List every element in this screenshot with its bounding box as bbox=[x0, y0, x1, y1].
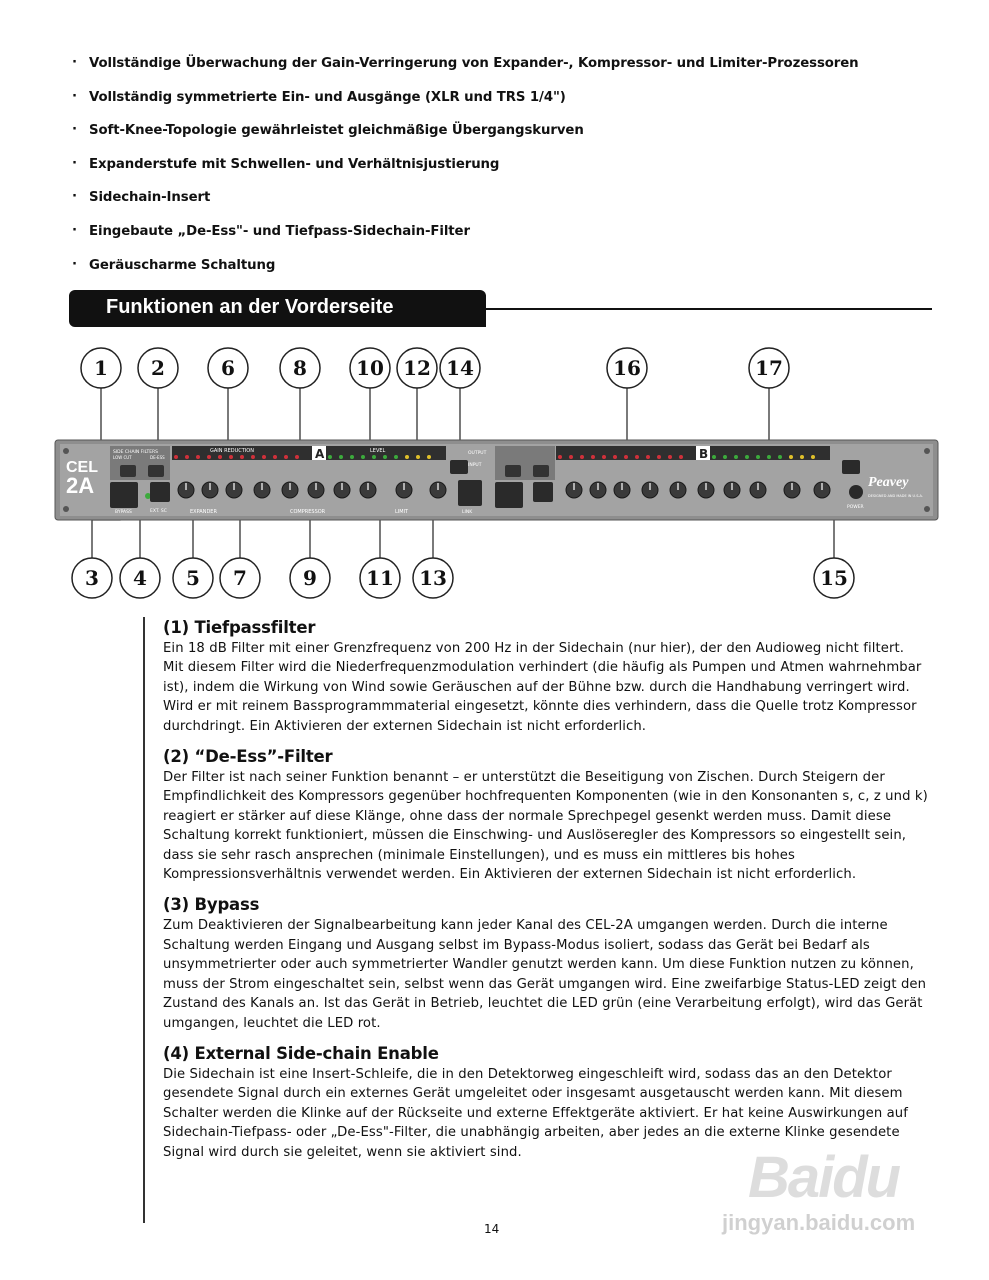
level-label: LEVEL bbox=[370, 448, 386, 454]
channel-b-letter: B bbox=[699, 447, 709, 461]
section-tiefpassfilter bbox=[163, 618, 928, 736]
meter-led bbox=[361, 455, 365, 459]
meter-led bbox=[712, 455, 716, 459]
meter-led bbox=[383, 455, 387, 459]
expander-label: EXPANDER bbox=[190, 509, 217, 515]
low-cut-label: LOW CUT bbox=[113, 455, 132, 460]
output-input-switch-b[interactable] bbox=[842, 460, 860, 474]
meter-led bbox=[558, 455, 562, 459]
watermark-url: jingyan.baidu.com bbox=[722, 1210, 916, 1235]
model-name-top: CEL bbox=[66, 459, 98, 476]
meter-led bbox=[602, 455, 606, 459]
meter-led bbox=[372, 455, 376, 459]
meter-led bbox=[657, 455, 661, 459]
limit-label: LIMIT bbox=[395, 509, 409, 515]
feature-item: · Sidechain-Insert bbox=[72, 190, 952, 224]
meter-led bbox=[591, 455, 595, 459]
ext-sc-label: EXT. SC bbox=[150, 509, 167, 514]
callout-number: 2 bbox=[151, 356, 165, 380]
content bbox=[163, 618, 928, 1173]
page-number: 14 bbox=[484, 1222, 500, 1236]
feature-item: · Expanderstufe mit Schwellen- und Verhältnisjustierung bbox=[72, 157, 952, 191]
input-label: INPUT bbox=[468, 463, 482, 468]
section-body: Die Sidechain ist eine Insert-Schleife, die in den Detektorweg eingeschleift wird, sodass das an den Detektor gesendete Signal durch ein externes Gerät umgeleitet oder insgesamt ausgetauscht werden kann. Mit diesem Schalter werden die Klinke auf der Rückseite und externe Effektgeräte aktiviert. Er hat keine Auswirkungen auf Sidechain-Tiefpass- oder „De-Ess"-Filter, die unabhängig arbeiten, aber jedes an die externe Klinke gesendete Signal wird durch sie geleitet, wenn sie aktiviert sind. bbox=[163, 1066, 908, 1160]
meter-led bbox=[240, 455, 244, 459]
section-heading: (3) Bypass bbox=[163, 895, 260, 915]
watermark-logo: Baidu bbox=[748, 1145, 900, 1210]
callout-number: 16 bbox=[613, 356, 641, 380]
model-name-bottom: 2A bbox=[66, 473, 95, 498]
meter-led bbox=[811, 455, 815, 459]
meter-led bbox=[405, 455, 409, 459]
meter-led bbox=[580, 455, 584, 459]
link-label: LINK bbox=[462, 510, 473, 515]
bypass-label: BYPASS bbox=[115, 510, 132, 515]
rack-screw bbox=[63, 448, 69, 454]
meter-led bbox=[251, 455, 255, 459]
feature-item: · Geräuscharme Schaltung bbox=[72, 258, 952, 292]
meter-led bbox=[767, 455, 771, 459]
rack-screw bbox=[63, 506, 69, 512]
power-switch[interactable] bbox=[849, 485, 863, 499]
designed-label: DESIGNED AND MADE IN U.S.A. bbox=[868, 494, 923, 498]
callout-number: 6 bbox=[221, 356, 235, 380]
meter-led bbox=[778, 455, 782, 459]
meter-led bbox=[229, 455, 233, 459]
meter-led bbox=[185, 455, 189, 459]
callout-number: 8 bbox=[293, 356, 307, 380]
link-button[interactable] bbox=[458, 480, 482, 506]
section-heading: (1) Tiefpassfilter bbox=[163, 618, 316, 637]
callout-number: 15 bbox=[820, 566, 848, 590]
meter-led bbox=[613, 455, 617, 459]
compressor-label: COMPRESSOR bbox=[290, 509, 326, 515]
callout-number: 7 bbox=[233, 566, 247, 590]
callout-number: 3 bbox=[85, 566, 99, 590]
brand-logo: Peavey bbox=[868, 475, 909, 490]
callout-number: 12 bbox=[403, 356, 431, 380]
low-cut-button-b[interactable] bbox=[505, 465, 521, 477]
feature-item: · Vollständige Überwachung der Gain-Verringerung von Expander-, Kompressor- und Limiter-Prozessoren bbox=[72, 56, 952, 90]
callout-number: 1 bbox=[94, 356, 108, 380]
front-panel-diagram bbox=[0, 330, 989, 610]
feature-item: · Eingebaute „De-Ess"- und Tiefpass-Sidechain-Filter bbox=[72, 224, 952, 258]
section-de-ess bbox=[163, 747, 928, 884]
meter-led bbox=[207, 455, 211, 459]
callout-number: 5 bbox=[186, 566, 200, 590]
feature-item: · Vollständig symmetrierte Ein- und Ausgänge (XLR und TRS 1/4") bbox=[72, 90, 952, 124]
section-body: Der Filter ist nach seiner Funktion benannt – er unterstützt die Beseitigung von Zischen. Durch Steigern der Empfindlichkeit des Kompressors gegenüber hochfrequenten Komponenten (wie in den Konsonanten s, c, z und k) reagiert er stärker auf diese Klänge, ohne dass der normale Sprechpegel gesenkt werden muss. Damit diese Schaltung korrekt funktioniert, müssen die Einschwing- und Auslöseregler des Kompressors so eingestellt sein, dass sie sehr rasch ansprechen (minimale Einstellungen), und es muss ein mittleres bis hohes Kompressionsverhältnis verwendet werden. Ein Aktivieren der externen Sidechain ist nicht erforderlich. bbox=[163, 770, 928, 883]
output-input-switch[interactable] bbox=[450, 460, 468, 474]
meter-led bbox=[723, 455, 727, 459]
callout-number: 17 bbox=[755, 356, 783, 380]
feature-list bbox=[72, 56, 952, 291]
gain-reduction-label: GAIN REDUCTION bbox=[210, 448, 254, 454]
section-heading: (2) “De-Ess”-Filter bbox=[163, 747, 333, 767]
de-ess-button[interactable] bbox=[148, 465, 164, 477]
section-heading: (4) External Side-chain Enable bbox=[163, 1043, 439, 1063]
section-rule bbox=[486, 308, 932, 310]
meter-led bbox=[328, 455, 332, 459]
meter-led bbox=[339, 455, 343, 459]
sidechain-filters-label: SIDE CHAIN FILTERS bbox=[113, 450, 159, 455]
de-ess-label: DE-ESS bbox=[150, 455, 165, 460]
meter-led bbox=[427, 455, 431, 459]
meter-led bbox=[668, 455, 672, 459]
rack-screw bbox=[924, 448, 930, 454]
de-ess-button-b[interactable] bbox=[533, 465, 549, 477]
meter-led bbox=[756, 455, 760, 459]
section-bypass bbox=[163, 895, 928, 1032]
meter-led bbox=[196, 455, 200, 459]
callout-number: 10 bbox=[356, 356, 384, 380]
low-cut-button[interactable] bbox=[120, 465, 136, 477]
meter-led bbox=[416, 455, 420, 459]
meter-led bbox=[350, 455, 354, 459]
meter-led bbox=[624, 455, 628, 459]
channel-a-letter: A bbox=[315, 447, 325, 461]
meter-led bbox=[800, 455, 804, 459]
meter-led bbox=[174, 455, 178, 459]
output-label: OUTPUT bbox=[468, 451, 487, 456]
power-label: POWER bbox=[847, 505, 864, 510]
bypass-button[interactable] bbox=[110, 482, 138, 508]
meter-led bbox=[273, 455, 277, 459]
section-title: Funktionen an der Vorderseite bbox=[106, 296, 394, 318]
section-body: Zum Deaktivieren der Signalbearbeitung kann jeder Kanal des CEL-2A umgangen werden. Durch die interne Schaltung werden Eingang und Ausgang selbst im Bypass-Modus isoliert, sodass das Gerät bei Bedarf als unsymmetrierter oder auch symmetrierter Wandler genutzt werden kann. Um diese Funktion nutzen zu können, muss der Strom eingeschaltet sein, selbst wenn das Gerät umgangen wird. Eine zweifarbige Status-LED zeigt den Zustand des Kanals an. Ist das Gerät in Betrieb, leuchtet die LED grün (eine Verarbeitung erfolgt), wird das Gerät umgangen, leuchtet die LED rot. bbox=[163, 918, 927, 1031]
meter-led bbox=[284, 455, 288, 459]
meter-led bbox=[635, 455, 639, 459]
rack-screw bbox=[924, 506, 930, 512]
meter-led bbox=[734, 455, 738, 459]
bypass-button-b[interactable] bbox=[495, 482, 523, 508]
meter-led bbox=[295, 455, 299, 459]
meter-led bbox=[745, 455, 749, 459]
meter-led bbox=[789, 455, 793, 459]
callout-number: 14 bbox=[446, 356, 474, 380]
ext-sc-button[interactable] bbox=[150, 482, 170, 502]
content-rule bbox=[143, 617, 145, 1223]
ext-sc-button-b[interactable] bbox=[533, 482, 553, 502]
meter-led bbox=[569, 455, 573, 459]
meter-led bbox=[646, 455, 650, 459]
meter-led bbox=[262, 455, 266, 459]
meter-led bbox=[394, 455, 398, 459]
feature-item: · Soft-Knee-Topologie gewährleistet gleichmäßige Übergangskurven bbox=[72, 123, 952, 157]
callout-number: 4 bbox=[133, 566, 147, 590]
callout-number: 9 bbox=[303, 566, 317, 590]
callout-number: 11 bbox=[366, 566, 394, 590]
section-body: Ein 18 dB Filter mit einer Grenzfrequenz von 200 Hz in der Sidechain (nur hier), der den Audioweg nicht filtert. Mit diesem Filter wird die Niederfrequenzmodulation verhindert (die häufig als Pumpen und Atmen wahrnehmbar ist), indem die Wirkung von Wind sowie Geräuschen auf der Bühne bzw. durch die Handhabung verringert wird. Wird er mit reinem Bassprogrammmaterial eingesetzt, könnte dies verhindern, dass die Quelle trotz Kompressor durchdringt. Ein Aktivieren der externen Sidechain ist nicht erforderlich. bbox=[163, 641, 922, 734]
section-header bbox=[69, 290, 486, 327]
callout-number: 13 bbox=[419, 566, 447, 590]
meter-led bbox=[679, 455, 683, 459]
meter-led bbox=[218, 455, 222, 459]
